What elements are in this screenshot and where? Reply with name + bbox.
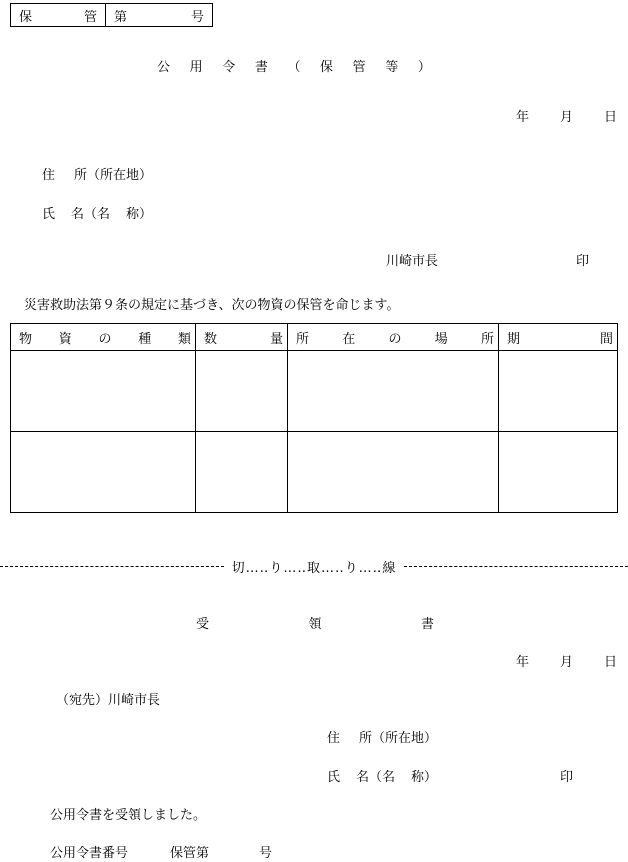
header-char: の	[388, 331, 402, 347]
day-label: 日	[603, 110, 617, 125]
number-char: 第	[114, 9, 128, 25]
table-header-row	[11, 324, 618, 351]
header-char: 類	[177, 331, 191, 347]
address-char: 所（所在地）	[358, 731, 437, 746]
address-char: 住	[327, 731, 341, 746]
issuer-name: 川崎市長	[386, 254, 439, 269]
day-label: 日	[603, 655, 617, 670]
title-char: （	[287, 60, 301, 75]
title-char: 公	[157, 60, 171, 75]
title-char: 書	[254, 60, 268, 75]
name-char: 称）	[125, 207, 152, 222]
year-label: 年	[516, 655, 530, 670]
table-cell	[196, 351, 288, 432]
table-cell	[11, 351, 196, 432]
issue-date	[516, 110, 617, 126]
name-char: 氏	[327, 770, 341, 785]
title-char: 用	[189, 60, 203, 75]
header-char: 期	[507, 331, 521, 347]
order-number-prefix: 保管第	[170, 846, 210, 861]
storage-char: 保	[19, 9, 33, 25]
receipt-title-char: 書	[420, 617, 434, 632]
title-char: 令	[222, 60, 236, 75]
receipt-title-char: 受	[196, 617, 210, 632]
table-cell	[196, 432, 288, 513]
header-location	[288, 324, 499, 351]
address-char: 所（所在地）	[73, 168, 152, 183]
header-goods-type	[11, 324, 196, 351]
title-char: 管	[352, 60, 366, 75]
header-char: 所	[296, 331, 310, 347]
receipt-title-char: 領	[308, 617, 322, 632]
table-row	[11, 351, 618, 432]
order-number-label: 公用令書番号	[50, 846, 129, 861]
number-char: 号	[190, 9, 204, 25]
table-cell	[288, 351, 499, 432]
year-label: 年	[516, 110, 530, 125]
month-label: 月	[559, 110, 573, 125]
receipt-seal-mark: 印	[560, 770, 574, 785]
header-quantity	[196, 324, 288, 351]
header-char: 所	[480, 331, 494, 347]
name-label	[42, 207, 152, 223]
month-label: 月	[559, 655, 573, 670]
header-period	[499, 324, 618, 351]
table-row	[11, 432, 618, 513]
receipt-date	[516, 655, 617, 671]
cut-line-dash-left	[0, 566, 224, 567]
table-cell	[499, 351, 618, 432]
order-number-suffix: 号	[259, 846, 273, 861]
receipt-name-label	[327, 770, 437, 786]
seal-mark: 印	[576, 254, 590, 269]
title-char: ）	[417, 60, 431, 75]
header-char: 場	[434, 331, 448, 347]
header-char: 数	[204, 331, 218, 347]
order-statement: 災害救助法第９条の規定に基づき、次の物資の保管を命じます。	[24, 298, 400, 313]
receipt-addressee: （宛先）川崎市長	[56, 693, 161, 708]
storage-char: 管	[83, 9, 97, 25]
receipt-title	[196, 617, 434, 633]
cut-line-dash-right	[404, 566, 628, 567]
storage-label	[11, 4, 106, 26]
order-number-line	[50, 846, 272, 862]
header-char: の	[98, 331, 112, 347]
name-char: 名（名	[355, 770, 395, 785]
table-cell	[499, 432, 618, 513]
address-label	[42, 168, 152, 184]
cut-line-label: 切…‥り…‥取…‥り…‥線	[231, 560, 397, 576]
header-char: 物	[19, 331, 33, 347]
header-char: 量	[269, 331, 283, 347]
number-field	[106, 4, 212, 26]
title-char: 等	[385, 60, 399, 75]
receipt-address-label	[327, 731, 437, 747]
cut-line	[0, 558, 628, 574]
document-title	[157, 60, 431, 76]
header-char: 間	[599, 331, 613, 347]
receipt-statement: 公用令書を受領しました。	[50, 808, 207, 823]
header-char: 在	[342, 331, 356, 347]
title-char: 保	[320, 60, 334, 75]
storage-number-box	[10, 3, 213, 27]
address-char: 住	[42, 168, 56, 183]
header-char: 種	[138, 331, 152, 347]
goods-table	[10, 323, 618, 513]
table-cell	[288, 432, 499, 513]
name-char: 名（名	[70, 207, 110, 222]
name-char: 称）	[410, 770, 437, 785]
name-char: 氏	[42, 207, 56, 222]
header-char: 資	[58, 331, 72, 347]
table-cell	[11, 432, 196, 513]
